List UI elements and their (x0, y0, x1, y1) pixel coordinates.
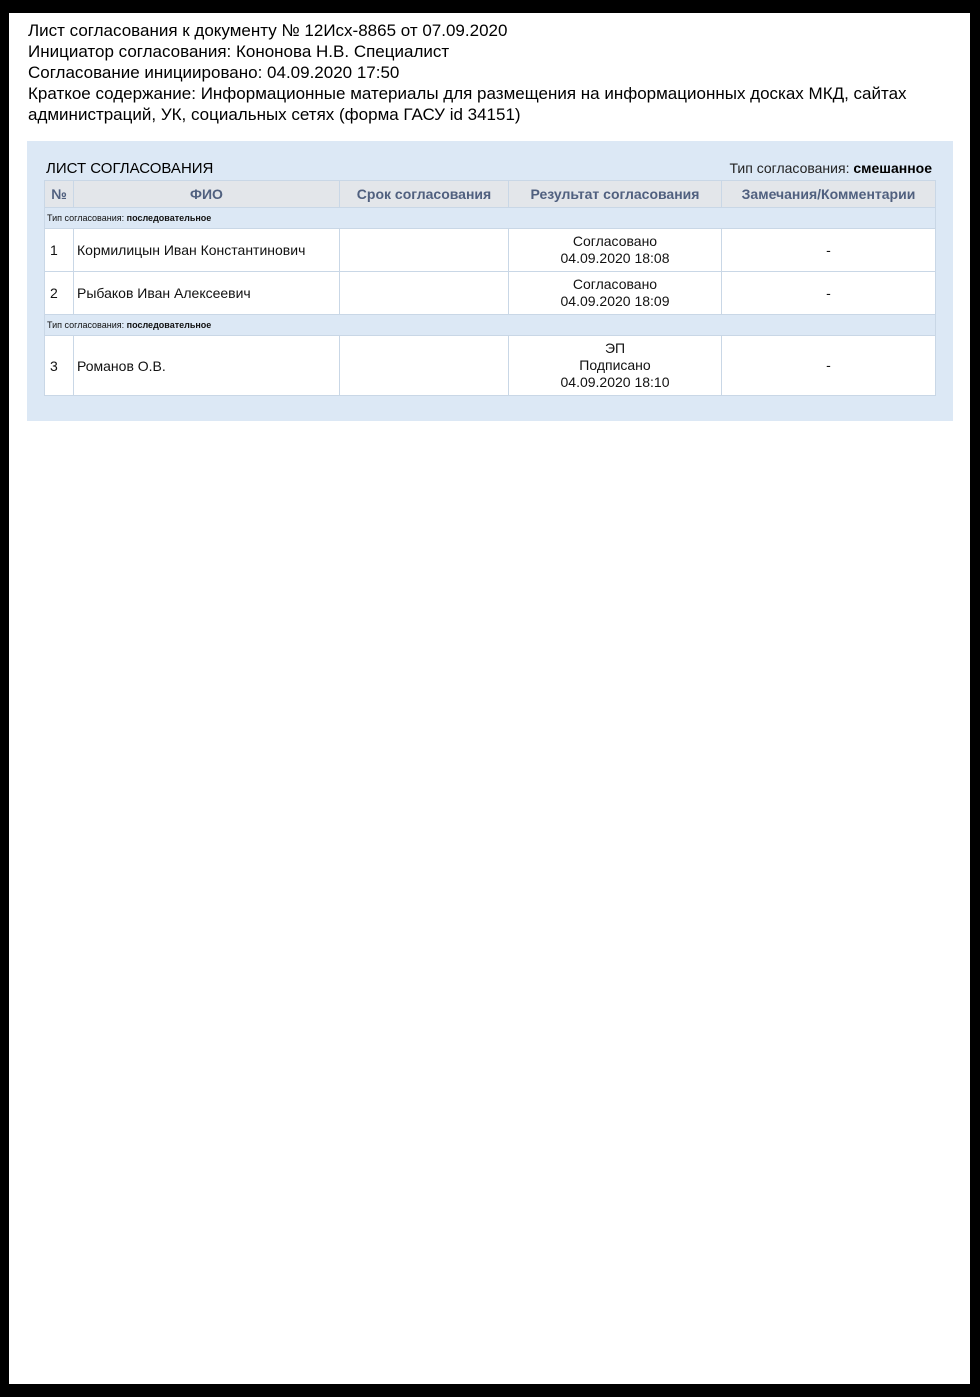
col-header-deadline: Срок согласования (340, 181, 509, 208)
document-page (9, 13, 970, 1384)
col-header-number: № (45, 181, 74, 208)
result-date: 04.09.2020 18:08 (560, 250, 670, 266)
row-fio: Кормилицын Иван Константинович (74, 229, 340, 272)
row-deadline (340, 336, 509, 396)
table-header-row (45, 181, 936, 208)
group-type-label: Тип согласования: (47, 213, 125, 223)
group-row (45, 315, 936, 336)
initiator-line: Инициатор согласования: Кононова Н.В. Специалист (28, 42, 450, 61)
initiated-date-line: Согласование инициировано: 04.09.2020 17:50 (28, 63, 400, 82)
row-comment: - (722, 336, 936, 396)
row-result (509, 336, 722, 396)
col-header-result: Результат согласования (509, 181, 722, 208)
result-signature: ЭП (604, 340, 626, 356)
result-date: 04.09.2020 18:10 (560, 374, 670, 390)
sheet-approval-type (730, 160, 933, 176)
row-result (509, 229, 722, 272)
row-fio: Рыбаков Иван Алексеевич (74, 272, 340, 315)
result-status: Согласовано (572, 276, 658, 292)
result-date: 04.09.2020 18:09 (560, 293, 670, 309)
group-type-cell (45, 208, 936, 229)
col-header-comments: Замечания/Комментарии (722, 181, 936, 208)
group-type-cell (45, 315, 936, 336)
group-type-value: последовательное (126, 213, 212, 223)
group-type-label: Тип согласования: (47, 320, 125, 330)
approval-table (44, 180, 936, 396)
row-result (509, 272, 722, 315)
row-number: 1 (45, 229, 74, 272)
sheet-type-label: Тип согласования: (729, 160, 850, 176)
row-comment: - (722, 272, 936, 315)
group-row (45, 208, 936, 229)
row-number: 3 (45, 336, 74, 396)
table-row (45, 229, 936, 272)
table-row (45, 272, 936, 315)
col-header-fio: ФИО (74, 181, 340, 208)
row-deadline (340, 272, 509, 315)
table-row (45, 336, 936, 396)
row-comment: - (722, 229, 936, 272)
result-status: Согласовано (572, 233, 658, 249)
group-type-value: последовательное (126, 320, 212, 330)
row-fio: Романов О.В. (74, 336, 340, 396)
document-title: Лист согласования к документу № 12Исх-8865 от 07.09.2020 (28, 21, 508, 40)
row-number: 2 (45, 272, 74, 315)
result-status: Подписано (579, 357, 651, 373)
approval-sheet (27, 141, 953, 421)
document-header (28, 20, 958, 125)
summary-line: Краткое содержание: Информационные материалы для размещения на информационных досках МКД, сайтах администраций, УК, социальных сетях (форма ГАСУ id 34151) (28, 84, 907, 124)
row-deadline (340, 229, 509, 272)
sheet-title: ЛИСТ СОГЛАСОВАНИЯ (46, 160, 214, 177)
sheet-type-value: смешанное (853, 160, 932, 176)
